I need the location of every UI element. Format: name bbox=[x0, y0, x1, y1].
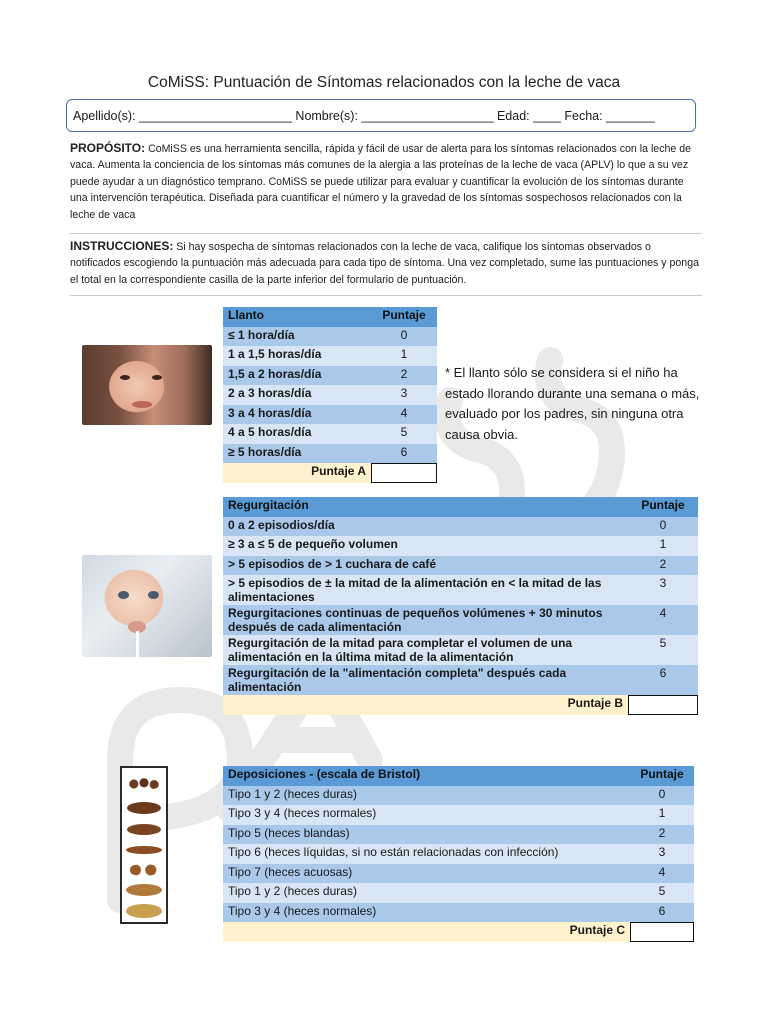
regurgitation-row-score: 6 bbox=[629, 665, 698, 695]
stools-row-score: 2 bbox=[631, 825, 694, 845]
stools-row[interactable] bbox=[223, 805, 694, 825]
crying-row-label: 1 a 1,5 horas/día bbox=[223, 346, 372, 366]
stools-row-score: 4 bbox=[631, 864, 694, 884]
stools-row[interactable] bbox=[223, 903, 694, 923]
eye-shape bbox=[148, 591, 159, 599]
regurgitation-row[interactable] bbox=[223, 556, 698, 576]
divider bbox=[70, 295, 702, 296]
crying-row-score: 5 bbox=[372, 424, 437, 444]
stools-row-score: 1 bbox=[631, 805, 694, 825]
regurgitation-row[interactable] bbox=[223, 517, 698, 537]
regurgitation-row-label: Regurgitaciones continuas de pequeños volúmenes + 30 minutos después de cada alimentación bbox=[223, 605, 629, 635]
crying-baby-photo bbox=[82, 345, 212, 425]
stools-row-label: Tipo 1 y 2 (heces duras) bbox=[223, 883, 631, 903]
crying-header-row bbox=[223, 307, 437, 327]
crying-total-label: Puntaje A bbox=[223, 463, 372, 483]
regurgitation-row[interactable] bbox=[223, 575, 698, 605]
crying-header: Llanto bbox=[223, 307, 372, 327]
stools-header-row bbox=[223, 766, 694, 786]
regurgitation-header-row bbox=[223, 497, 698, 517]
crying-row-label: ≤ 1 hora/día bbox=[223, 327, 372, 347]
purpose-text: CoMiSS es una herramienta sencilla, rápida y fácil de usar de alerta para los síntomas relacionados con la leche de vaca. Aumenta la conciencia de los síntomas más comunes de la alergia a las proteínas de la leche de vaca (APLV) lo que a su vez puede ayudar a un diagnóstico temprano. CoMiSS se puede utilizar para evaluar y cuantificar la evolución de los síntomas durante una intervención terapéutica. Diseñada para cuantificar el número y la gravedad de los síntomas sospechosos relacionados con la leche de vaca bbox=[70, 143, 691, 221]
drool-shape bbox=[136, 631, 139, 657]
eye-shape bbox=[118, 591, 129, 599]
page-title: CoMiSS: Puntuación de Síntomas relacionados con la leche de vaca bbox=[147, 74, 621, 91]
crying-row-score: 4 bbox=[372, 405, 437, 425]
regurgitation-row-score: 1 bbox=[629, 536, 698, 556]
crying-row-label: 2 a 3 horas/día bbox=[223, 385, 372, 405]
bristol-stool-chart-image bbox=[120, 766, 168, 924]
regurgitation-row-score: 0 bbox=[629, 517, 698, 537]
regurgitation-total-label: Puntaje B bbox=[223, 695, 629, 715]
regurgitation-total-row bbox=[223, 695, 698, 715]
stools-row-label: Tipo 3 y 4 (heces normales) bbox=[223, 805, 631, 825]
regurgitation-row-score: 5 bbox=[629, 635, 698, 665]
crying-row[interactable] bbox=[223, 424, 437, 444]
stool-type-7-shape bbox=[126, 904, 162, 918]
stool-type-6-shape bbox=[126, 884, 162, 896]
crying-row[interactable] bbox=[223, 444, 437, 464]
regurgitation-row-label: Regurgitación de la "alimentación completa" después cada alimentación bbox=[223, 665, 629, 695]
regurgitation-header: Regurgitación bbox=[223, 497, 629, 517]
divider bbox=[70, 233, 702, 234]
crying-row-score: 2 bbox=[372, 366, 437, 386]
regurgitation-row-label: > 5 episodios de > 1 cuchara de café bbox=[223, 556, 629, 576]
stools-row-label: Tipo 7 (heces acuosas) bbox=[223, 864, 631, 884]
stools-row[interactable] bbox=[223, 825, 694, 845]
stools-total-input[interactable] bbox=[631, 922, 694, 942]
instructions-paragraph bbox=[70, 238, 700, 288]
crying-row-label: 3 a 4 horas/día bbox=[223, 405, 372, 425]
purpose-paragraph bbox=[70, 140, 700, 223]
crying-row[interactable] bbox=[223, 327, 437, 347]
regurgitation-row-label: ≥ 3 a ≤ 5 de pequeño volumen bbox=[223, 536, 629, 556]
instructions-label: INSTRUCCIONES: bbox=[70, 239, 174, 253]
eye-shape bbox=[120, 375, 130, 380]
regurgitation-row-label: 0 a 2 episodios/día bbox=[223, 517, 629, 537]
regurgitation-total-input[interactable] bbox=[629, 695, 698, 715]
crying-row[interactable] bbox=[223, 366, 437, 386]
regurgitation-row-label: Regurgitación de la mitad para completar el volumen de una alimentación en la última mitad de la alimentación bbox=[223, 635, 629, 665]
stools-row-label: Tipo 5 (heces blandas) bbox=[223, 825, 631, 845]
crying-row[interactable] bbox=[223, 346, 437, 366]
stool-type-2-shape bbox=[127, 802, 161, 814]
crying-row-label: 4 a 5 horas/día bbox=[223, 424, 372, 444]
crying-row-score: 0 bbox=[372, 327, 437, 347]
regurgitation-score-header: Puntaje bbox=[629, 497, 698, 517]
crying-row-label: 1,5 a 2 horas/día bbox=[223, 366, 372, 386]
regurgitation-row-score: 4 bbox=[629, 605, 698, 635]
purpose-label: PROPÓSITO: bbox=[70, 141, 146, 155]
regurgitation-row[interactable] bbox=[223, 536, 698, 556]
crying-row-score: 3 bbox=[372, 385, 437, 405]
regurgitation-row[interactable] bbox=[223, 635, 698, 665]
crying-table bbox=[223, 307, 437, 483]
stools-total-label: Puntaje C bbox=[223, 922, 631, 942]
regurgitation-row-score: 3 bbox=[629, 575, 698, 605]
mouth-shape bbox=[132, 401, 152, 408]
crying-row-score: 6 bbox=[372, 444, 437, 464]
stools-row-label: Tipo 1 y 2 (heces duras) bbox=[223, 786, 631, 806]
regurgitation-table bbox=[223, 497, 698, 715]
stools-header: Deposiciones - (escala de Bristol) bbox=[223, 766, 631, 786]
stools-row[interactable] bbox=[223, 883, 694, 903]
patient-fields[interactable]: Apellido(s): ______________________ Nombre(s): ___________________ Edad: ____ Fecha: _______ bbox=[66, 99, 696, 132]
regurgitation-row[interactable] bbox=[223, 605, 698, 635]
stool-type-4-shape bbox=[126, 846, 162, 854]
regurgitation-row-label: > 5 episodios de ± la mitad de la alimentación en < la mitad de las alimentaciones bbox=[223, 575, 629, 605]
stools-row-score: 3 bbox=[631, 844, 694, 864]
stool-type-3-shape bbox=[127, 824, 161, 835]
stool-type-1-shape bbox=[127, 778, 161, 790]
crying-total-input[interactable] bbox=[372, 463, 437, 483]
stools-row-score: 6 bbox=[631, 903, 694, 923]
stools-row[interactable] bbox=[223, 844, 694, 864]
eye-shape bbox=[152, 375, 162, 380]
stools-row-label: Tipo 3 y 4 (heces normales) bbox=[223, 903, 631, 923]
stools-row-label: Tipo 6 (heces líquidas, si no están relacionadas con infección) bbox=[223, 844, 631, 864]
stools-row[interactable] bbox=[223, 786, 694, 806]
stools-total-row bbox=[223, 922, 694, 942]
crying-total-row bbox=[223, 463, 437, 483]
crying-note: * El llanto sólo se considera si el niño ha estado llorando durante una semana o más, evaluado por los padres, sin ninguna otra causa obvia. bbox=[445, 365, 700, 442]
stools-row-score: 0 bbox=[631, 786, 694, 806]
regurgitating-baby-photo bbox=[82, 555, 212, 657]
instructions-text: Si hay sospecha de síntomas relacionados con la leche de vaca, califique los síntomas observados o notificados escogiendo la puntuación más adecuada para cada tipo de síntoma. Una vez completado, sume las puntuaciones y ponga el total en la correspondiente casilla de la parte inferior del formulario de puntuación. bbox=[70, 241, 699, 286]
regurgitation-row[interactable] bbox=[223, 665, 698, 695]
stools-score-header: Puntaje bbox=[631, 766, 694, 786]
crying-row-label: ≥ 5 horas/día bbox=[223, 444, 372, 464]
stools-row[interactable] bbox=[223, 864, 694, 884]
stool-type-5-shape bbox=[127, 864, 161, 876]
crying-score-header: Puntaje bbox=[372, 307, 437, 327]
crying-row-score: 1 bbox=[372, 346, 437, 366]
regurgitation-row-score: 2 bbox=[629, 556, 698, 576]
stools-table bbox=[223, 766, 694, 942]
crying-row[interactable] bbox=[223, 385, 437, 405]
crying-row[interactable] bbox=[223, 405, 437, 425]
stools-row-score: 5 bbox=[631, 883, 694, 903]
